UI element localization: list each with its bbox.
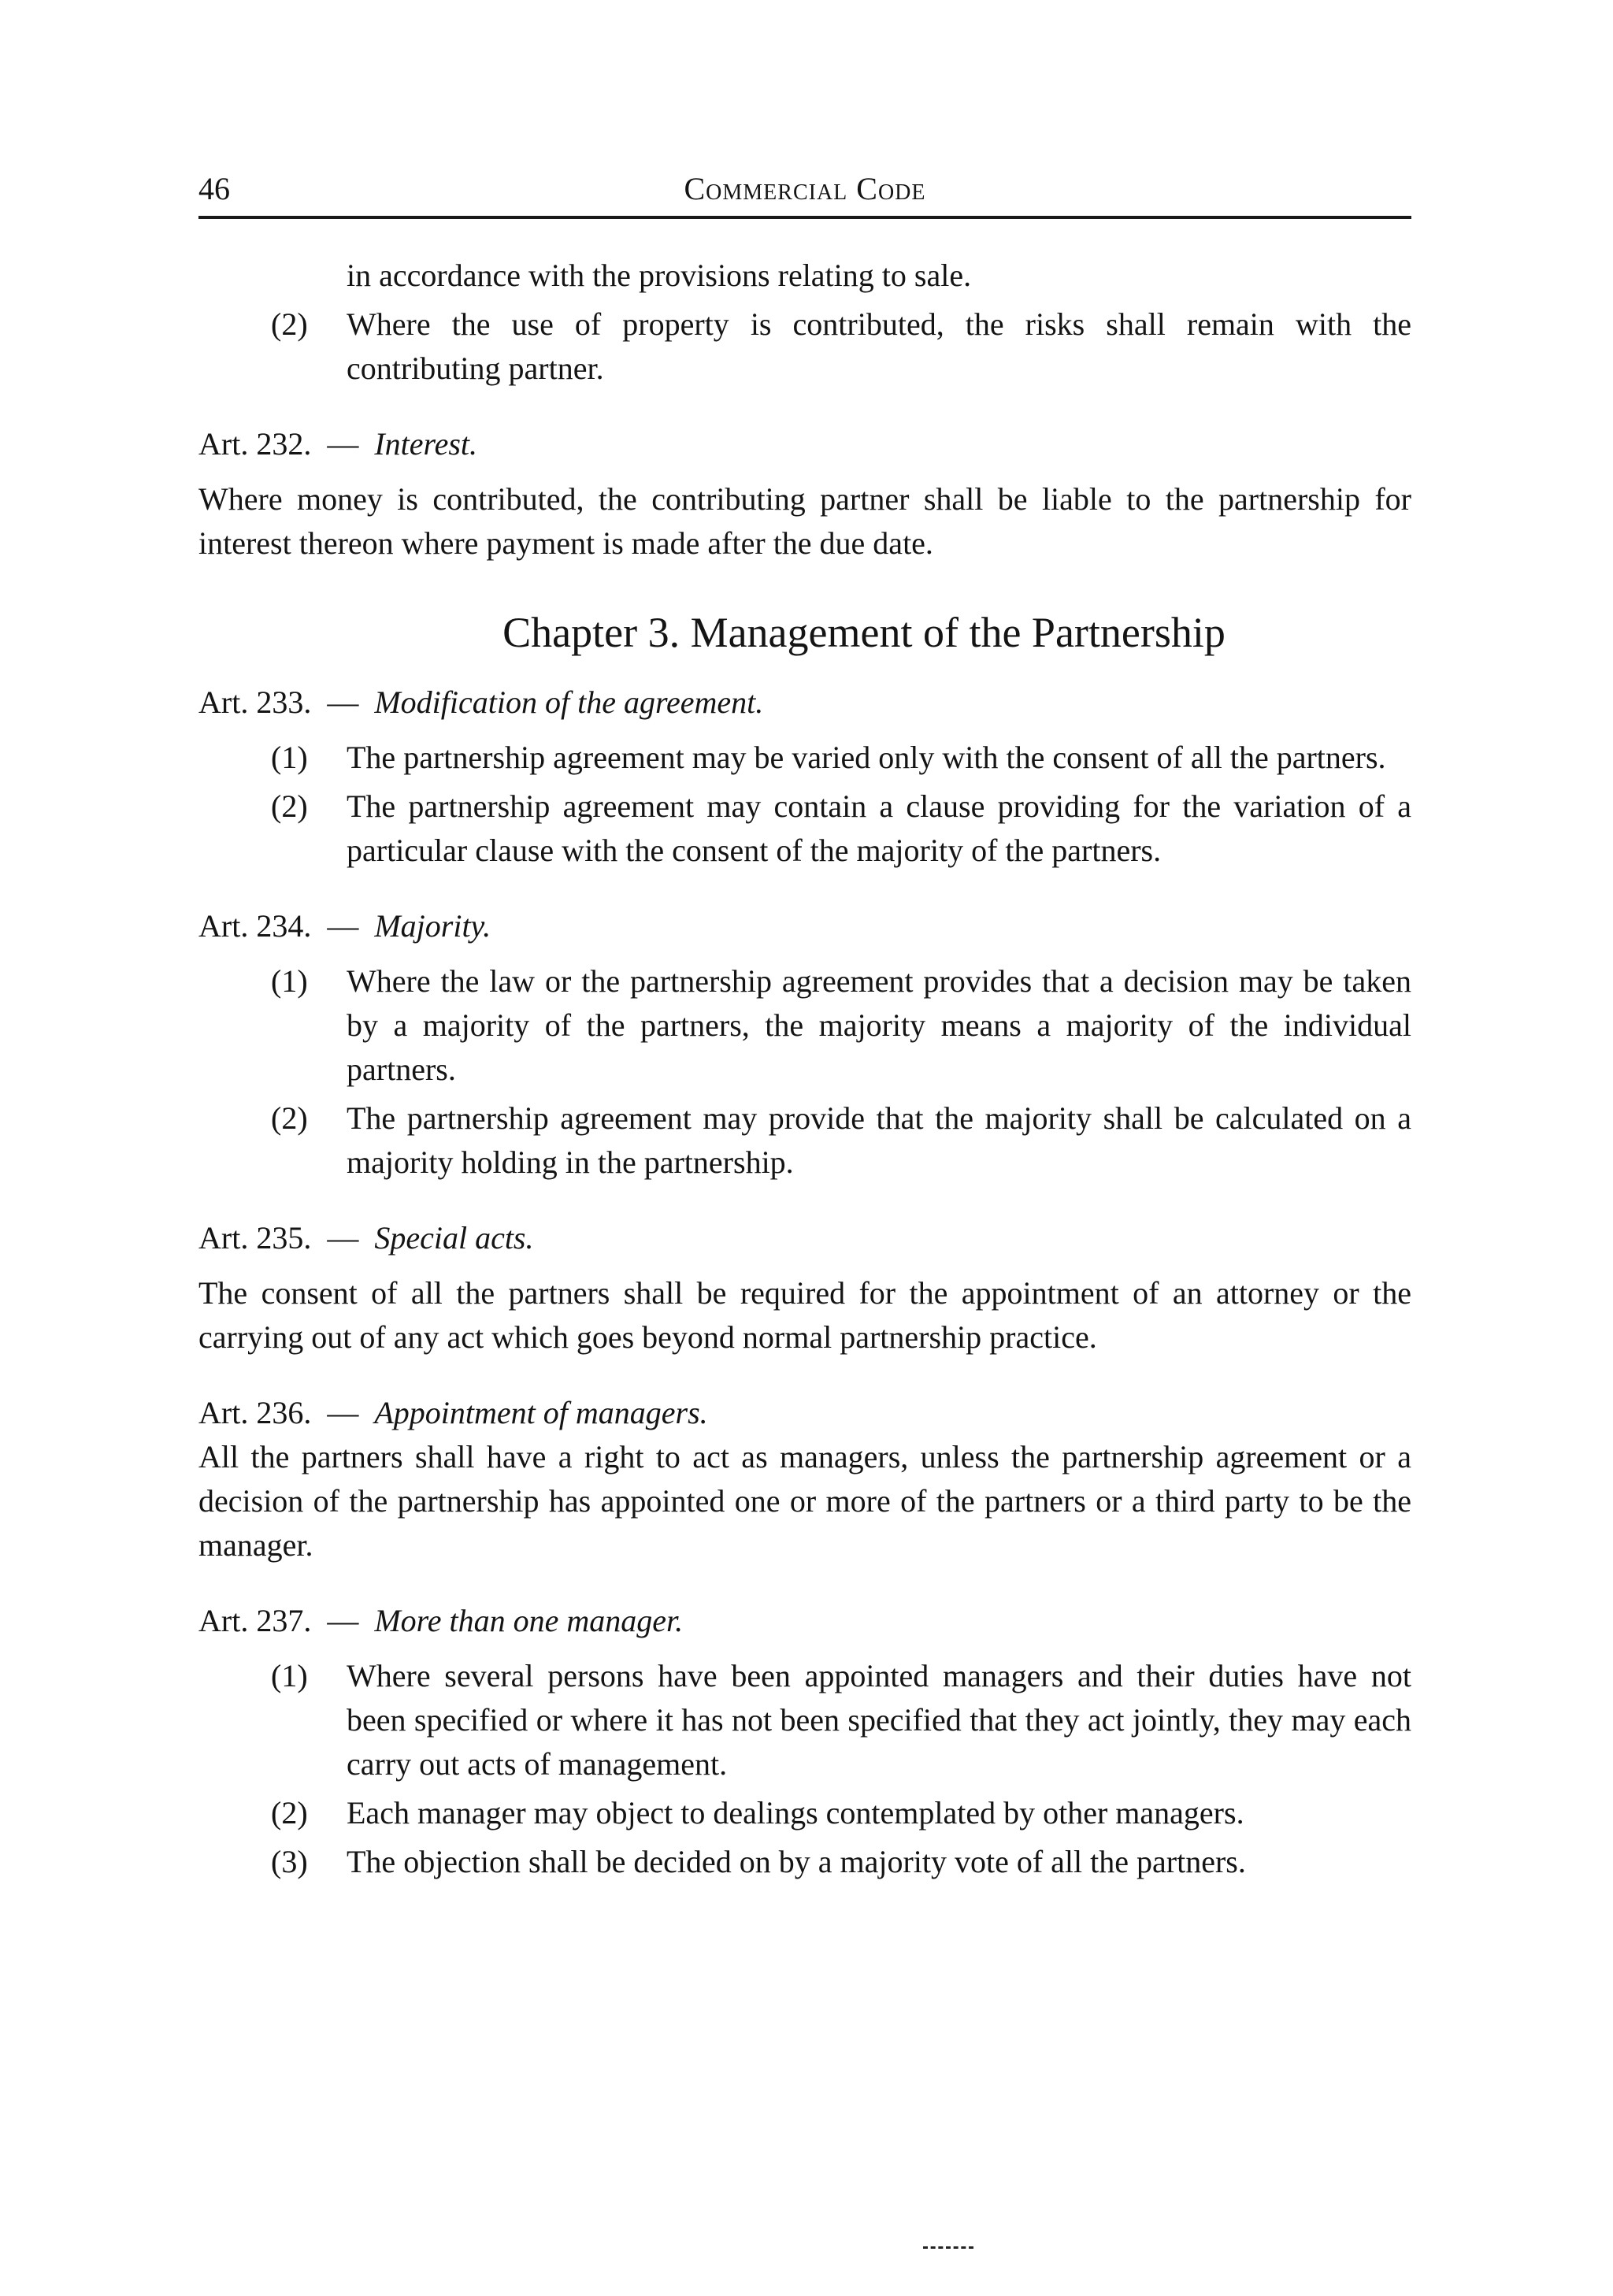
clause-number: (1) bbox=[271, 963, 308, 999]
running-title: Commercial Code bbox=[684, 171, 926, 206]
article-number: Art. 232. bbox=[198, 426, 312, 462]
article-heading-236 bbox=[198, 1391, 1411, 1435]
article-title: Special acts. bbox=[374, 1220, 534, 1256]
clause-number: (1) bbox=[271, 740, 308, 775]
chapter-heading: Chapter 3. Management of the Partnership bbox=[502, 609, 1226, 656]
article-number: Art. 236. bbox=[198, 1395, 312, 1430]
article-number: Art. 235. bbox=[198, 1220, 312, 1256]
page-header bbox=[198, 158, 1411, 221]
clause-item bbox=[198, 959, 1411, 1092]
article-title: Appointment of managers. bbox=[374, 1395, 708, 1430]
clause-item bbox=[198, 1654, 1411, 1786]
clause-number: (2) bbox=[271, 1795, 308, 1830]
article-heading-235 bbox=[198, 1216, 1411, 1260]
page-body bbox=[198, 254, 1411, 1884]
article-title: Interest. bbox=[374, 426, 478, 462]
article-paragraph: The consent of all the partners shall be required for the appointment of an attorney or the carrying out of any act which goes beyond normal partnership practice. bbox=[198, 1275, 1411, 1355]
article-paragraph: All the partners shall have a right to act as managers, unless the partnership agreement or a decision of the partnership has appointed one or more of the partners or a third party to be the manager. bbox=[198, 1439, 1411, 1563]
article-number: Art. 237. bbox=[198, 1603, 312, 1638]
header-rule bbox=[198, 216, 1411, 219]
clause-text: Where the law or the partnership agreement provides that a decision may be taken by a majority of the partners, the majority means a majority of the individual partners. bbox=[347, 963, 1411, 1087]
article-number: Art. 233. bbox=[198, 684, 312, 720]
article-heading-237 bbox=[198, 1599, 1411, 1643]
clause-text: The objection shall be decided on by a majority vote of all the partners. bbox=[347, 1844, 1246, 1879]
clause-number: (3) bbox=[271, 1844, 308, 1879]
page-number: 46 bbox=[198, 171, 230, 206]
article-paragraph: Where money is contributed, the contributing partner shall be liable to the partnership for interest thereon where payment is made after the due date. bbox=[198, 481, 1411, 561]
article-number: Art. 234. bbox=[198, 908, 312, 944]
article-dash: — bbox=[327, 908, 359, 944]
clause-text: Where several persons have been appointed managers and their duties have not been specified or where it has not been specified that they act jointly, they may each carry out acts of management. bbox=[347, 1658, 1411, 1782]
footer-mark bbox=[923, 2246, 973, 2250]
article-heading-234 bbox=[198, 904, 1411, 948]
article-heading-232 bbox=[198, 422, 1411, 466]
clause-text: The partnership agreement may contain a clause providing for the variation of a particular clause with the consent of the majority of the partners. bbox=[347, 788, 1411, 868]
clause-number: (2) bbox=[271, 1100, 308, 1136]
article-title: Majority. bbox=[374, 908, 491, 944]
clause-item bbox=[198, 736, 1411, 780]
clause-text: The partnership agreement may be varied only with the consent of all the partners. bbox=[347, 740, 1386, 775]
article-title: More than one manager. bbox=[374, 1603, 684, 1638]
article-dash: — bbox=[327, 1603, 359, 1638]
article-dash: — bbox=[327, 1220, 359, 1256]
clause-number: (1) bbox=[271, 1658, 308, 1693]
clause-item bbox=[198, 302, 1411, 391]
clause-text: The partnership agreement may provide that the majority shall be calculated on a majority holding in the partnership. bbox=[347, 1100, 1411, 1180]
article-dash: — bbox=[327, 426, 359, 462]
clause-item bbox=[198, 1791, 1411, 1835]
clause-item bbox=[198, 784, 1411, 873]
clause-item bbox=[198, 1096, 1411, 1185]
article-dash: — bbox=[327, 1395, 359, 1430]
article-title: Modification of the agreement. bbox=[374, 684, 764, 720]
clause-number: (2) bbox=[271, 306, 308, 342]
article-dash: — bbox=[327, 684, 359, 720]
clause-text: Each manager may object to dealings contemplated by other managers. bbox=[347, 1795, 1244, 1830]
article-heading-233 bbox=[198, 681, 1411, 725]
clause-number: (2) bbox=[271, 788, 308, 824]
continuation-text: in accordance with the provisions relating to sale. bbox=[347, 258, 972, 293]
clause-item bbox=[198, 1840, 1411, 1884]
clause-text: Where the use of property is contributed, the risks shall remain with the contributing partner. bbox=[347, 306, 1411, 386]
